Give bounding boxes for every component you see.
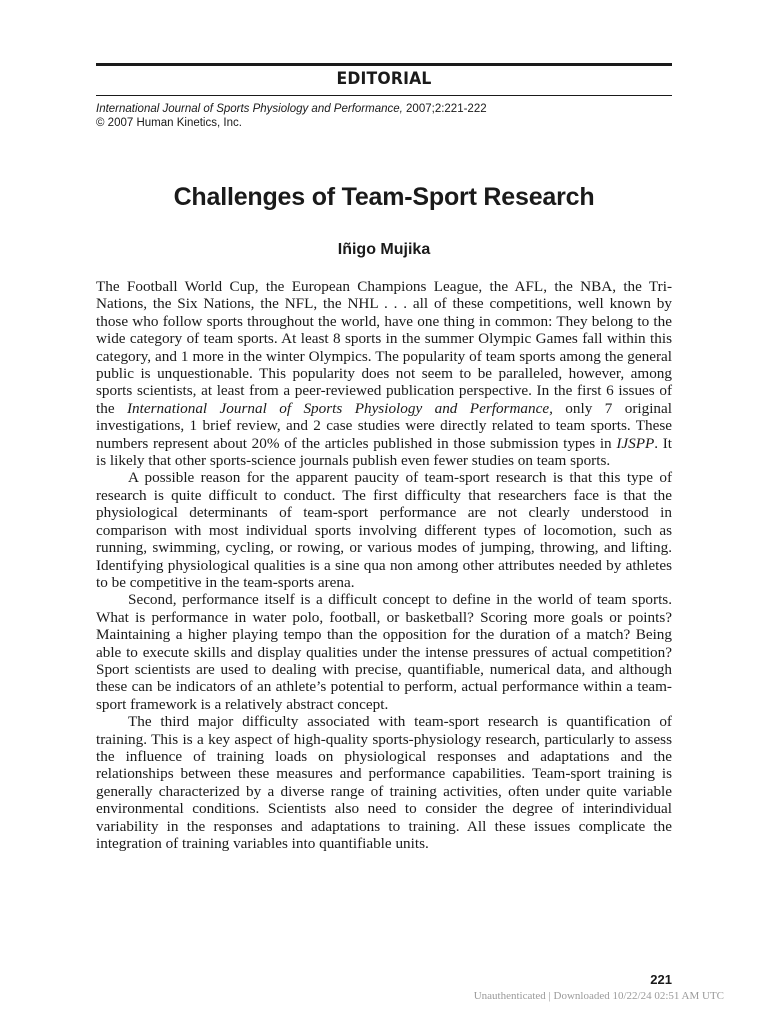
paragraph-1 [96, 278, 672, 469]
article-title: Challenges of Team-Sport Research [173, 183, 595, 211]
p1-text-c: . It is likely that other sports-science journals publish even fewer studies on team sports. [96, 434, 672, 470]
p1-text-a: The Football World Cup, the European Champions League, the AFL, the NBA, the Tri-Nations, the Six Nations, the NFL, the NHL . . . all of these competitions, well known by those who follow sports throughout the world, have one thing in common: They belong to the wide category of team sports. At least 8 sports in the summer Olympic Games fall within this category, and 1 more in the winter Olympics. The popularity of team sports among the general public is unquestionable. This popularity does not seem to be paralleled, however, among sports scientists, at least from a peer-reviewed publication perspective. In the first 6 issues of the [96, 278, 672, 417]
citation-block [96, 102, 672, 130]
header-rule [96, 95, 672, 96]
p1-text-b: only 7 original investigations, 1 brief review, and 2 case studies were directly related to team sports. These numbers represent about 20% of the articles published in those submission types in [96, 399, 672, 452]
journal-page [96, 0, 672, 1024]
top-rule [96, 63, 672, 66]
article-author: Iñigo Mujika [337, 241, 431, 258]
citation-details: 2007;2:221-222 [402, 103, 487, 115]
paragraph-2: A possible reason for the apparent paucity of team-sport research is that this type of research is quite difficult to conduct. The first difficulty that researchers face is that the physiological determinants of team-sport performance are not clearly understood in comparison with most individual sports involving different types of locomotion, such as running, swimming, cycling, or rowing, or various modes of jumping, throwing, and lifting. Identifying physiological qualities is a sine qua non among other attributes needed by athletes to be competitive in the team-sports arena. [96, 469, 672, 591]
paragraph-4: The third major difficulty associated with team-sport research is quantification of training. This is a key aspect of high-quality sports-physiology research, particularly to assess the influence of training loads on physiological responses and adaptations and the relationships between these measures and performance capabilities. Team-sport training is generally characterized by a diverse range of training activities, often under quite variable environmental conditions. Scientists also need to consider the degree of interindividual variability in the responses and adaptations to training. All these issues complicate the integration of training variables into quantifiable units. [96, 713, 672, 852]
paragraph-3: Second, performance itself is a difficult concept to define in the world of team sports. What is performance in water polo, football, or basketball? Scoring more goals or points? Maintaining a higher playing tempo than the opposition for the duration of a match? Being able to execute skills and display qualities under the intense pressures of actual competition? Sport scientists are used to dealing with precise, quantifiable, numerical data, and although these can be indicators of an athlete’s potential to perform, actual performance within a team-sport framework is a relatively abstract concept. [96, 591, 672, 713]
journal-name: International Journal of Sports Physiology and Performance, [96, 103, 403, 115]
copyright-line: © 2007 Human Kinetics, Inc. [96, 117, 242, 129]
article-body [96, 278, 672, 852]
p1-ijspp: IJSPP [616, 434, 655, 452]
section-label: EDITORIAL [336, 69, 432, 89]
download-note: Unauthenticated | Downloaded 10/22/24 02:51 AM UTC [473, 990, 724, 1002]
page-number: 221 [650, 972, 672, 987]
citation-line [96, 102, 672, 116]
p1-journal-name: International Journal of Sports Physiology and Performance, [126, 399, 553, 417]
